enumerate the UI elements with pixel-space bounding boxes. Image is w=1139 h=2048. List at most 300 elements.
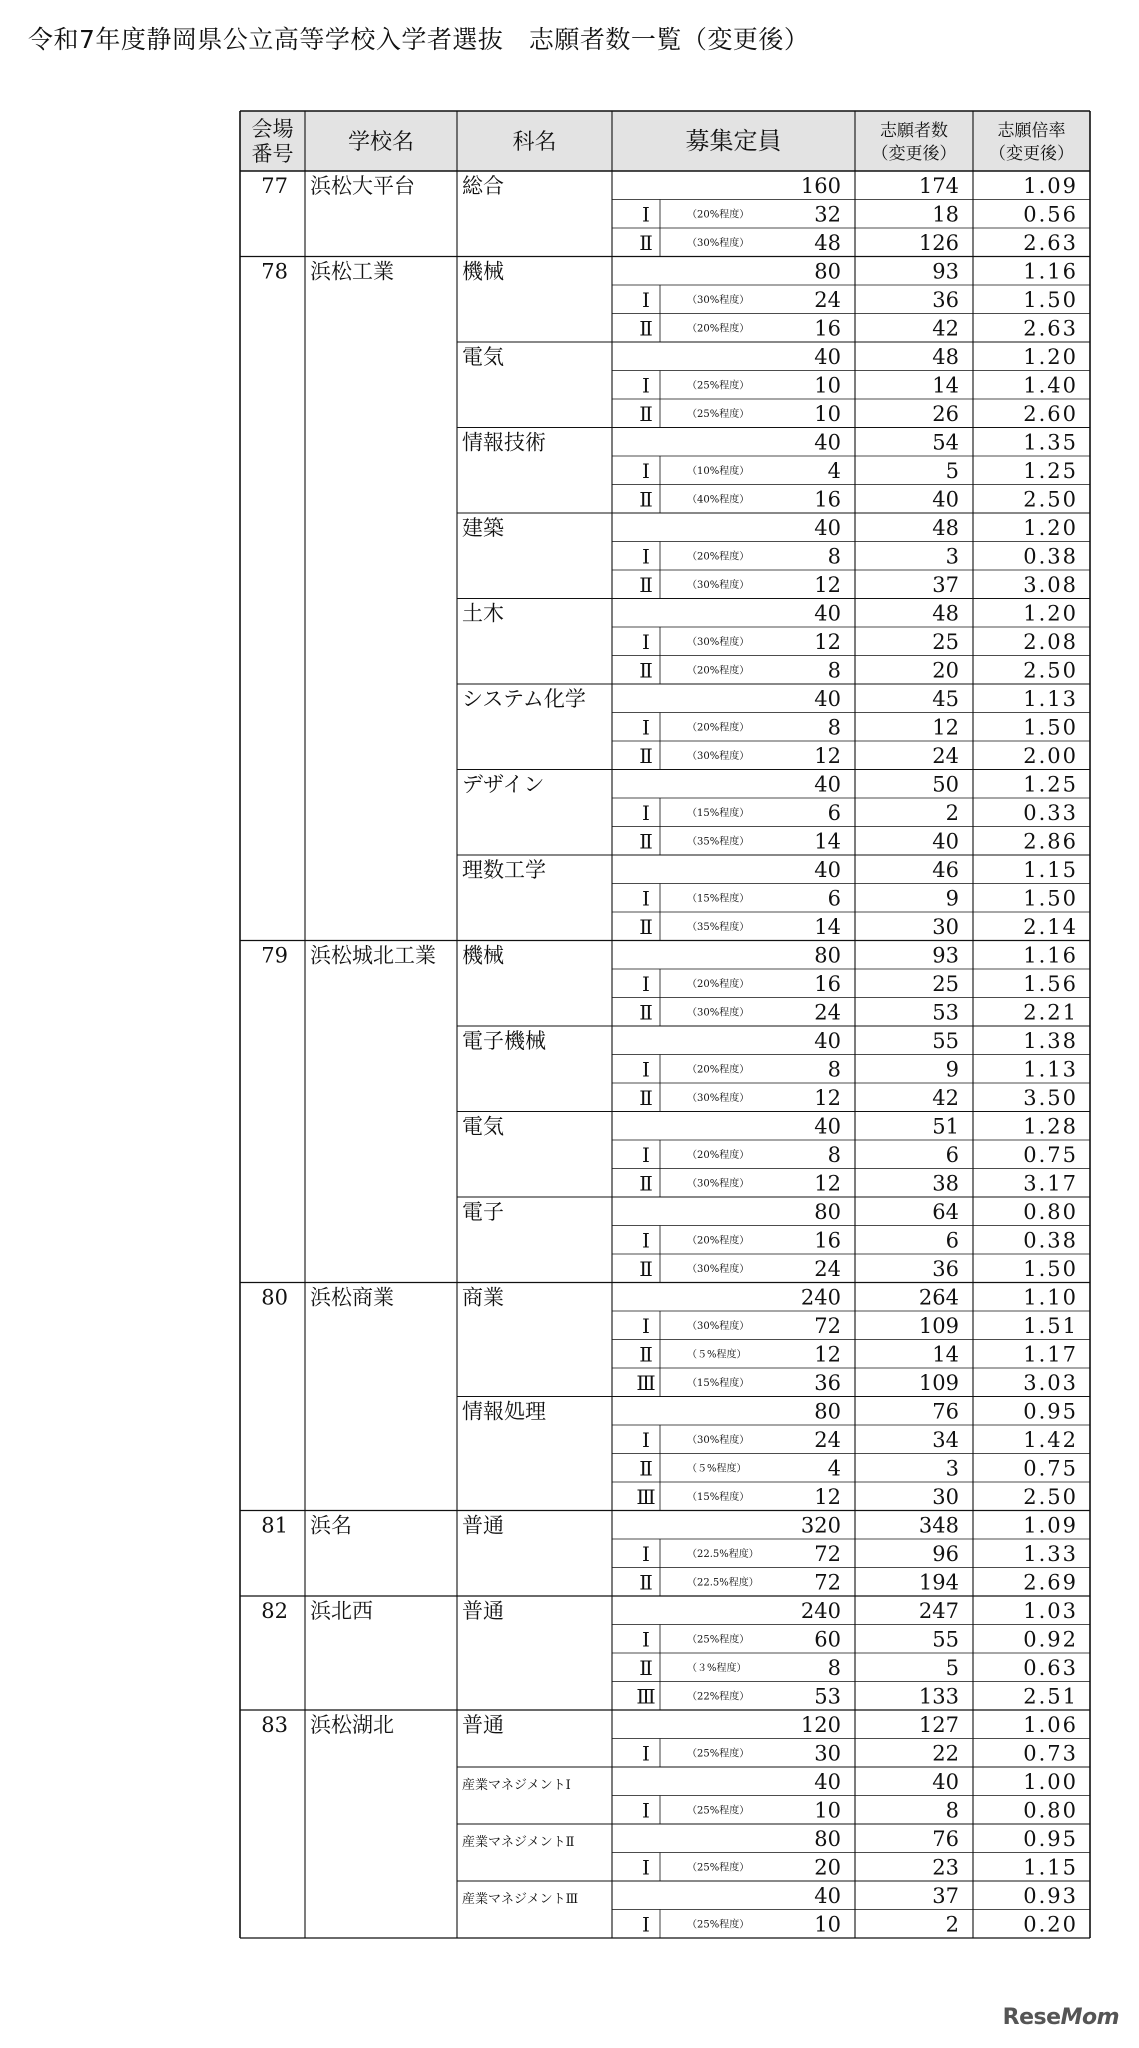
applicants-value: 24 xyxy=(932,744,959,768)
header-applicants: （変更後） xyxy=(871,144,957,164)
ratio-value: 1.28 xyxy=(1023,1114,1078,1139)
division-label: Ⅱ xyxy=(639,915,653,939)
course-name: 情報技術 xyxy=(462,430,546,455)
division-label: Ⅱ xyxy=(639,1456,653,1481)
applicants-value: 14 xyxy=(932,373,959,398)
course-name: 理数工学 xyxy=(462,858,546,882)
division-percent: （20%程度） xyxy=(687,722,750,734)
ratio-value: 1.25 xyxy=(1023,459,1078,483)
division-percent: （30%程度） xyxy=(687,580,750,591)
school-name: 浜名 xyxy=(310,1513,352,1538)
division-label: Ⅱ xyxy=(639,1086,653,1110)
ratio-value: 1.51 xyxy=(1023,1314,1078,1338)
quota-value: 36 xyxy=(814,1371,841,1395)
ratio-value: 2.86 xyxy=(1023,829,1078,854)
ratio-value: 3.03 xyxy=(1023,1371,1078,1395)
quota-value: 48 xyxy=(814,231,841,255)
ratio-value: 0.56 xyxy=(1023,202,1078,227)
division-percent: （20%程度） xyxy=(687,551,750,563)
ratio-value: 1.03 xyxy=(1023,1599,1078,1623)
school-name: 浜松工業 xyxy=(310,259,394,284)
division-label: Ⅰ xyxy=(642,630,650,654)
division-percent: （30%程度） xyxy=(687,1264,750,1275)
course-name: 電子機械 xyxy=(462,1029,546,1053)
applicants-value: 25 xyxy=(932,972,959,996)
division-percent: （22%程度） xyxy=(687,1691,750,1703)
division-percent: （35%程度） xyxy=(687,836,750,848)
ratio-value: 1.40 xyxy=(1023,373,1078,398)
ratio-value: 0.75 xyxy=(1023,1143,1078,1167)
applicants-value: 348 xyxy=(918,1513,959,1538)
division-label: Ⅱ xyxy=(639,1656,653,1680)
applicants-value: 18 xyxy=(932,202,959,227)
quota-value: 32 xyxy=(814,202,841,227)
division-label: Ⅰ xyxy=(642,886,650,911)
quota-value: 72 xyxy=(814,1542,841,1566)
division-percent: （25%程度） xyxy=(687,1919,750,1931)
ratio-value: 0.20 xyxy=(1023,1912,1078,1937)
ratio-value: 0.33 xyxy=(1023,801,1078,825)
school-venue-no: 82 xyxy=(261,1599,288,1623)
quota-value: 8 xyxy=(827,1656,841,1680)
ratio-value: 3.08 xyxy=(1023,573,1078,597)
quota-value: 10 xyxy=(814,402,841,426)
division-percent: （30%程度） xyxy=(687,1435,750,1446)
applicants-value: 40 xyxy=(932,1770,959,1794)
applicants-value: 64 xyxy=(932,1200,959,1224)
quota-value: 16 xyxy=(814,972,841,996)
ratio-value: 1.20 xyxy=(1023,516,1078,540)
ratio-value: 2.00 xyxy=(1023,744,1078,768)
division-percent: （25%程度） xyxy=(687,1805,750,1817)
school-venue-no: 78 xyxy=(261,259,288,284)
ratio-value: 1.16 xyxy=(1023,259,1078,284)
applicants-value: 109 xyxy=(918,1314,959,1338)
school-name: 浜北西 xyxy=(310,1599,373,1623)
school-name: 浜松大平台 xyxy=(310,174,415,198)
quota-value: 12 xyxy=(814,744,841,768)
division-label: Ⅰ xyxy=(642,544,650,569)
division-percent: （15%程度） xyxy=(687,1492,750,1503)
applicants-value: 264 xyxy=(918,1285,959,1310)
ratio-value: 1.00 xyxy=(1023,1770,1078,1794)
applicants-value: 12 xyxy=(932,715,959,740)
division-percent: （10%程度） xyxy=(687,466,750,477)
division-label: Ⅰ xyxy=(642,1057,650,1082)
ratio-value: 2.69 xyxy=(1023,1570,1078,1595)
quota-value: 72 xyxy=(814,1314,841,1338)
course-name: 産業マネジメントⅠ xyxy=(462,1778,571,1793)
ratio-value: 0.80 xyxy=(1023,1200,1078,1224)
quota-value: 12 xyxy=(814,1342,841,1367)
ratio-value: 1.50 xyxy=(1023,715,1078,740)
ratio-value: 1.06 xyxy=(1023,1713,1078,1737)
division-label: Ⅰ xyxy=(642,1855,650,1880)
quota-value: 80 xyxy=(814,1827,841,1851)
quota-value: 80 xyxy=(814,1200,841,1224)
applicants-value: 30 xyxy=(932,1485,959,1509)
header-school-name: 学校名 xyxy=(347,130,415,155)
division-percent: （20%程度） xyxy=(687,1150,750,1161)
applicants-value: 55 xyxy=(932,1627,959,1652)
ratio-value: 1.10 xyxy=(1023,1285,1078,1310)
quota-value: 40 xyxy=(814,345,841,369)
quota-value: 53 xyxy=(814,1684,841,1709)
course-name: 商業 xyxy=(462,1285,504,1310)
ratio-value: 2.50 xyxy=(1023,487,1078,512)
course-name: 普通 xyxy=(462,1513,504,1538)
division-percent: （30%程度） xyxy=(687,1178,750,1190)
applicants-value: 48 xyxy=(932,516,959,540)
header-quota: 募集定員 xyxy=(685,127,782,155)
applicants-value: 48 xyxy=(932,345,959,369)
ratio-value: 1.15 xyxy=(1023,1855,1078,1880)
division-percent: （20%程度） xyxy=(687,665,750,677)
applicants-value: 14 xyxy=(932,1342,959,1367)
applicants-value: 194 xyxy=(918,1570,959,1595)
ratio-value: 0.38 xyxy=(1023,1228,1078,1253)
ratio-value: 0.38 xyxy=(1023,544,1078,569)
division-label: Ⅰ xyxy=(642,202,650,227)
division-percent: （30%程度） xyxy=(687,238,750,249)
applicants-value: 6 xyxy=(945,1143,959,1167)
applicants-value: 37 xyxy=(932,573,959,597)
applicants-value: 22 xyxy=(932,1741,959,1766)
ratio-value: 2.08 xyxy=(1023,630,1078,654)
applicants-value: 3 xyxy=(945,544,959,569)
division-label: Ⅱ xyxy=(639,316,653,341)
quota-value: 6 xyxy=(827,886,841,911)
applicants-value: 247 xyxy=(918,1599,959,1623)
applicants-value: 50 xyxy=(932,772,959,797)
applicants-value: 42 xyxy=(932,316,959,341)
applicants-value: 5 xyxy=(945,1656,959,1680)
ratio-value: 1.09 xyxy=(1023,174,1078,198)
ratio-value: 0.75 xyxy=(1023,1456,1078,1481)
applicants-value: 20 xyxy=(932,658,959,683)
ratio-value: 0.63 xyxy=(1023,1656,1078,1680)
ratio-value: 0.95 xyxy=(1023,1399,1078,1424)
applicants-value: 76 xyxy=(932,1399,959,1424)
quota-value: 10 xyxy=(814,373,841,398)
division-label: Ⅱ xyxy=(639,829,653,854)
quota-value: 40 xyxy=(814,1770,841,1794)
ratio-value: 0.95 xyxy=(1023,1827,1078,1851)
division-label: Ⅰ xyxy=(642,801,650,825)
division-percent: （30%程度） xyxy=(687,751,750,762)
header-ratio: 志願倍率 xyxy=(997,121,1066,141)
ratio-value: 2.51 xyxy=(1023,1684,1078,1709)
quota-value: 4 xyxy=(827,1456,841,1481)
applicants-value: 45 xyxy=(932,687,959,711)
division-percent: （30%程度） xyxy=(687,637,750,648)
quota-value: 14 xyxy=(814,915,841,939)
ratio-value: 1.15 xyxy=(1023,858,1078,882)
applicants-value: 174 xyxy=(918,174,959,198)
division-percent: （20%程度） xyxy=(687,323,750,335)
ratio-value: 2.50 xyxy=(1023,658,1078,683)
applicants-value: 25 xyxy=(932,630,959,654)
division-label: Ⅰ xyxy=(642,1798,650,1823)
course-name: 産業マネジメントⅡ xyxy=(462,1835,575,1850)
course-name: 機械 xyxy=(462,259,504,284)
division-percent: （40%程度） xyxy=(687,494,750,506)
course-name: 電気 xyxy=(462,1114,504,1139)
quota-value: 12 xyxy=(814,630,841,654)
ratio-value: 2.21 xyxy=(1023,1000,1078,1025)
applicants-value: 55 xyxy=(932,1029,959,1053)
applicants-value: 51 xyxy=(932,1114,959,1139)
division-label: Ⅱ xyxy=(639,573,653,597)
division-label: Ⅱ xyxy=(639,231,653,255)
course-name: 建築 xyxy=(462,516,504,540)
ratio-value: 1.13 xyxy=(1023,687,1078,711)
division-label: Ⅰ xyxy=(642,1428,650,1452)
quota-value: 40 xyxy=(814,772,841,797)
quota-value: 8 xyxy=(827,658,841,683)
quota-value: 40 xyxy=(814,601,841,626)
division-label: Ⅰ xyxy=(642,1912,650,1937)
division-label: Ⅱ xyxy=(639,1171,653,1196)
applicants-value: 8 xyxy=(945,1798,959,1823)
quota-value: 320 xyxy=(800,1513,841,1538)
quota-value: 80 xyxy=(814,943,841,968)
course-name: 普通 xyxy=(462,1713,504,1737)
division-percent: （25%程度） xyxy=(687,1862,750,1874)
quota-value: 40 xyxy=(814,1114,841,1139)
division-percent: （15%程度） xyxy=(687,1378,750,1389)
ratio-value: 1.13 xyxy=(1023,1057,1078,1082)
quota-value: 240 xyxy=(800,1285,841,1310)
header-course: 科名 xyxy=(512,130,557,155)
quota-value: 8 xyxy=(827,1143,841,1167)
quota-value: 20 xyxy=(814,1855,841,1880)
division-percent: （25%程度） xyxy=(687,380,750,392)
ratio-value: 3.50 xyxy=(1023,1086,1078,1110)
course-name: 総合 xyxy=(462,174,504,198)
quota-value: 8 xyxy=(827,544,841,569)
quota-value: 24 xyxy=(814,1257,841,1281)
ratio-value: 0.92 xyxy=(1023,1627,1078,1652)
course-name: 電気 xyxy=(462,345,504,369)
division-label: Ⅰ xyxy=(642,1228,650,1253)
division-percent: （30%程度） xyxy=(687,1321,750,1332)
division-percent: （22.5%程度） xyxy=(687,1577,759,1589)
quota-value: 72 xyxy=(814,1570,841,1595)
ratio-value: 1.35 xyxy=(1023,430,1078,455)
ratio-value: 2.63 xyxy=(1023,316,1078,341)
division-percent: （30%程度） xyxy=(687,295,750,306)
applicants-value: 38 xyxy=(932,1171,959,1196)
division-label: Ⅰ xyxy=(642,715,650,740)
quota-value: 8 xyxy=(827,715,841,740)
division-label: Ⅱ xyxy=(639,1000,653,1025)
school-name: 浜松城北工業 xyxy=(310,943,436,968)
division-label: Ⅰ xyxy=(642,1143,650,1167)
course-name: デザイン xyxy=(462,772,545,797)
course-name: 産業マネジメントⅢ xyxy=(462,1892,579,1907)
applicants-value: 42 xyxy=(932,1086,959,1110)
ratio-value: 1.33 xyxy=(1023,1542,1078,1566)
division-label: Ⅰ xyxy=(642,1741,650,1766)
applicants-value: 5 xyxy=(945,459,959,483)
applicants-value: 9 xyxy=(945,886,959,911)
header-venue-no: 会場 xyxy=(251,117,294,141)
applicants-value: 36 xyxy=(932,1257,959,1281)
applicants-value: 26 xyxy=(932,402,959,426)
division-label: Ⅰ xyxy=(642,1314,650,1338)
header-ratio: （変更後） xyxy=(989,144,1074,164)
ratio-value: 2.63 xyxy=(1023,231,1078,255)
header-applicants: 志願者数 xyxy=(880,121,948,141)
ratio-value: 0.93 xyxy=(1023,1884,1078,1908)
ratio-value: 1.56 xyxy=(1023,972,1078,996)
applicants-value: 54 xyxy=(932,430,959,455)
ratio-value: 1.09 xyxy=(1023,1513,1078,1538)
quota-value: 40 xyxy=(814,687,841,711)
applicants-value: 109 xyxy=(918,1371,959,1395)
division-percent: （３%程度） xyxy=(687,1663,747,1674)
applicants-value: 2 xyxy=(945,1912,959,1937)
quota-value: 120 xyxy=(800,1713,841,1737)
school-name: 浜松商業 xyxy=(310,1285,394,1310)
division-percent: （25%程度） xyxy=(687,1748,750,1760)
school-venue-no: 77 xyxy=(261,174,288,198)
quota-value: 160 xyxy=(800,174,841,198)
ratio-value: 1.17 xyxy=(1023,1342,1078,1367)
applicants-value: 36 xyxy=(932,288,959,312)
division-percent: （20%程度） xyxy=(687,209,750,221)
school-venue-no: 79 xyxy=(261,943,288,968)
ratio-value: 1.50 xyxy=(1023,1257,1078,1281)
applicants-value: 2 xyxy=(945,801,959,825)
applicants-value: 126 xyxy=(918,231,959,255)
quota-value: 12 xyxy=(814,573,841,597)
resemom-logo xyxy=(1003,2005,1119,2030)
quota-value: 40 xyxy=(814,516,841,540)
course-name: システム化学 xyxy=(462,687,586,711)
division-label: Ⅱ xyxy=(639,1342,653,1367)
quota-value: 40 xyxy=(814,1884,841,1908)
division-percent: （20%程度） xyxy=(687,979,750,990)
quota-value: 60 xyxy=(814,1627,841,1652)
school-venue-no: 83 xyxy=(261,1713,288,1737)
applicants-value: 93 xyxy=(932,943,959,968)
applicants-value: 53 xyxy=(932,1000,959,1025)
division-label: Ⅱ xyxy=(639,487,653,512)
quota-value: 24 xyxy=(814,1428,841,1452)
header-venue-no: 番号 xyxy=(251,142,294,166)
course-name: 電子 xyxy=(462,1200,504,1224)
applicants-value: 96 xyxy=(932,1542,959,1566)
quota-value: 10 xyxy=(814,1912,841,1937)
ratio-value: 2.14 xyxy=(1023,915,1078,939)
logo-suffix: Mom xyxy=(1060,2005,1119,2030)
division-percent: （30%程度） xyxy=(687,1093,750,1104)
division-label: Ⅲ xyxy=(636,1485,656,1509)
school-name: 浜松湖北 xyxy=(310,1713,394,1737)
ratio-value: 0.73 xyxy=(1023,1741,1078,1766)
applicants-value: 133 xyxy=(918,1684,959,1709)
division-label: Ⅰ xyxy=(642,459,650,483)
quota-value: 6 xyxy=(827,801,841,825)
division-label: Ⅲ xyxy=(636,1371,656,1395)
division-percent: （22.5%程度） xyxy=(687,1549,759,1560)
division-label: Ⅲ xyxy=(636,1684,656,1709)
ratio-value: 2.50 xyxy=(1023,1485,1078,1509)
division-label: Ⅱ xyxy=(639,402,653,426)
division-percent: （15%程度） xyxy=(687,893,750,905)
division-label: Ⅰ xyxy=(642,288,650,312)
applicants-value: 127 xyxy=(918,1713,959,1737)
division-percent: （15%程度） xyxy=(687,808,750,819)
applicants-value: 34 xyxy=(932,1428,959,1452)
ratio-value: 1.20 xyxy=(1023,345,1078,369)
quota-value: 30 xyxy=(814,1741,841,1766)
quota-value: 14 xyxy=(814,829,841,854)
applicants-value: 23 xyxy=(932,1855,959,1880)
applicants-value: 48 xyxy=(932,601,959,626)
quota-value: 16 xyxy=(814,487,841,512)
division-percent: （５%程度） xyxy=(687,1349,747,1361)
division-percent: （30%程度） xyxy=(687,1007,750,1019)
division-percent: （25%程度） xyxy=(687,1634,750,1646)
course-name: 情報処理 xyxy=(462,1399,546,1424)
quota-value: 40 xyxy=(814,430,841,455)
ratio-value: 1.38 xyxy=(1023,1029,1078,1053)
quota-value: 16 xyxy=(814,1228,841,1253)
division-label: Ⅱ xyxy=(639,1570,653,1595)
course-name: 機械 xyxy=(462,943,504,968)
division-label: Ⅰ xyxy=(642,373,650,398)
applicants-value: 30 xyxy=(932,915,959,939)
applicants-value: 46 xyxy=(932,858,959,882)
applicants-value: 6 xyxy=(945,1228,959,1253)
school-venue-no: 81 xyxy=(261,1513,288,1538)
quota-value: 80 xyxy=(814,1399,841,1424)
division-label: Ⅱ xyxy=(639,744,653,768)
division-percent: （35%程度） xyxy=(687,922,750,933)
division-percent: （５%程度） xyxy=(687,1463,747,1475)
division-label: Ⅱ xyxy=(639,658,653,683)
quota-value: 16 xyxy=(814,316,841,341)
quota-value: 8 xyxy=(827,1057,841,1082)
division-percent: （20%程度） xyxy=(687,1064,750,1076)
logo-prefix: Rese xyxy=(1002,2005,1061,2030)
applicants-value: 37 xyxy=(932,1884,959,1908)
quota-value: 240 xyxy=(800,1599,841,1623)
course-name: 普通 xyxy=(462,1599,504,1623)
ratio-value: 1.50 xyxy=(1023,886,1078,911)
ratio-value: 1.16 xyxy=(1023,943,1078,968)
division-label: Ⅱ xyxy=(639,1257,653,1281)
ratio-value: 2.60 xyxy=(1023,402,1078,426)
ratio-value: 3.17 xyxy=(1023,1171,1078,1196)
quota-value: 12 xyxy=(814,1485,841,1509)
quota-value: 12 xyxy=(814,1171,841,1196)
page-title: 令和7年度静岡県公立高等学校入学者選抜 志願者数一覧（変更後） xyxy=(28,25,810,54)
ratio-value: 1.20 xyxy=(1023,601,1078,626)
quota-value: 40 xyxy=(814,1029,841,1053)
division-percent: （25%程度） xyxy=(687,409,750,420)
division-percent: （20%程度） xyxy=(687,1235,750,1247)
applicants-value: 40 xyxy=(932,487,959,512)
applicants-value: 3 xyxy=(945,1456,959,1481)
applicants-value: 40 xyxy=(932,829,959,854)
division-label: Ⅰ xyxy=(642,1627,650,1652)
division-label: Ⅰ xyxy=(642,1542,650,1566)
ratio-value: 1.50 xyxy=(1023,288,1078,312)
